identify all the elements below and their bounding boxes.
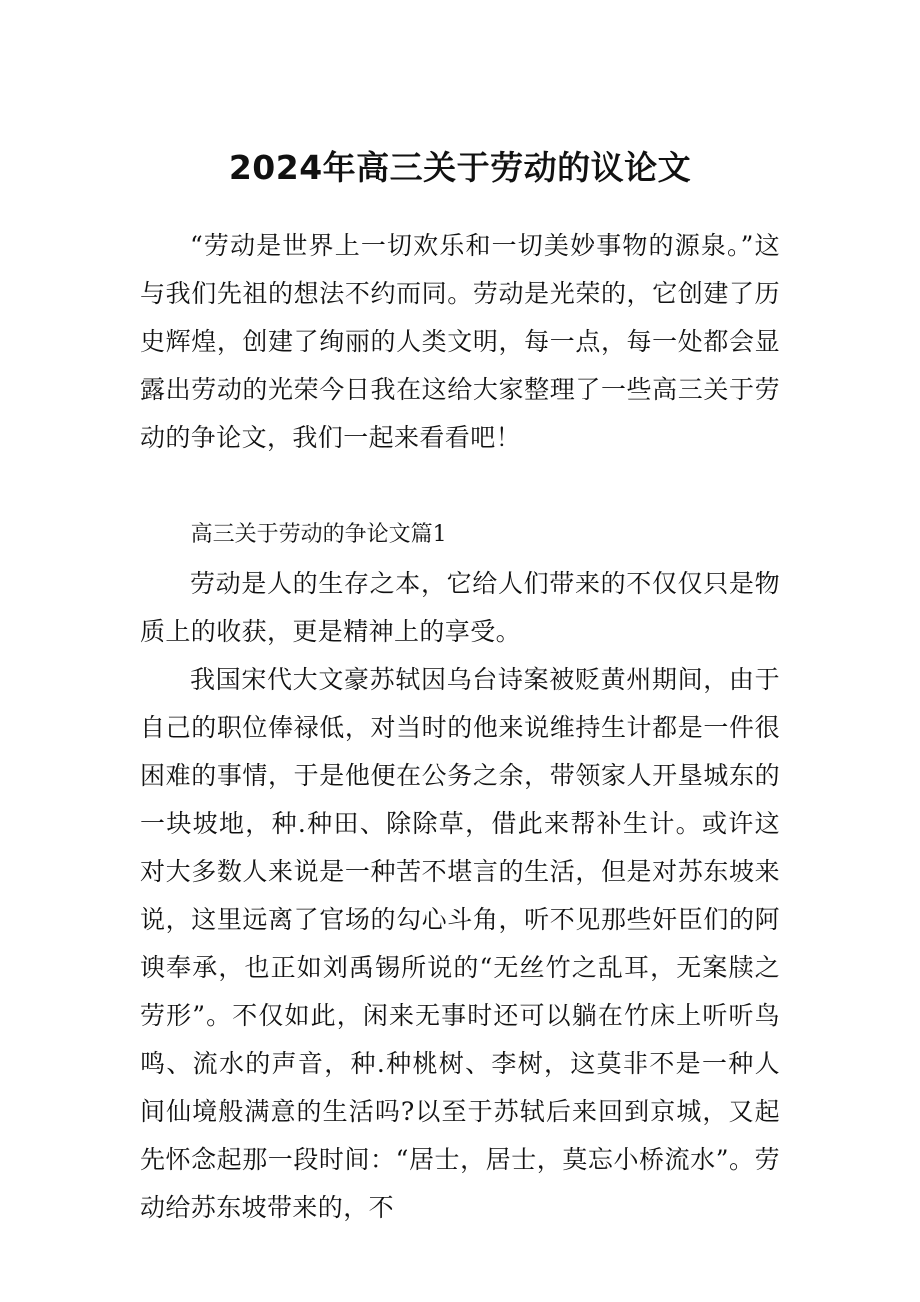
intro-paragraph: “劳动是世界上一切欢乐和一切美妙事物的源泉。”这与我们先祖的想法不约而同。劳动是光荣的，它创建了历史辉煌，创建了绚丽的人类文明，每一点，每一处都会显露出劳动的光荣今日我在这给大家整理了一些高三关于劳动的争论文，我们一起来看看吧！: [140, 231, 780, 452]
section-heading: 高三关于劳动的争论文篇1: [190, 522, 447, 547]
document-title: 2024年高三关于劳动的议论文: [228, 148, 692, 187]
body-paragraph-2: 我国宋代大文豪苏轼因乌台诗案被贬黄州期间，由于自己的职位俸禄低，对当时的他来说维持生计都是一件很困难的事情，于是他便在公务之余，带领家人开垦城东的一块坡地，种.种田、除除草，借此来帮补生计。或许这对大多数人来说是一种苦不堪言的生活，但是对苏东坡来说，这里远离了官场的勾心斗角，听不见那些奸臣们的阿谀奉承，也正如刘禹锡所说的“无丝竹之乱耳，无案牍之劳形”。不仅如此，闲来无事时还可以躺在竹床上听听鸟鸣、流水的声音，种.种桃树、李树，这莫非不是一种人间仙境般满意的生活吗?以至于苏轼后来回到京城，又起先怀念起那一段时间：“居士，居士，莫忘小桥流水”。劳动给苏东坡带来的，不: [140, 665, 780, 1222]
body-paragraph-1: 劳动是人的生存之本，它给人们带来的不仅仅只是物质上的收获，更是精神上的享受。: [140, 569, 780, 646]
